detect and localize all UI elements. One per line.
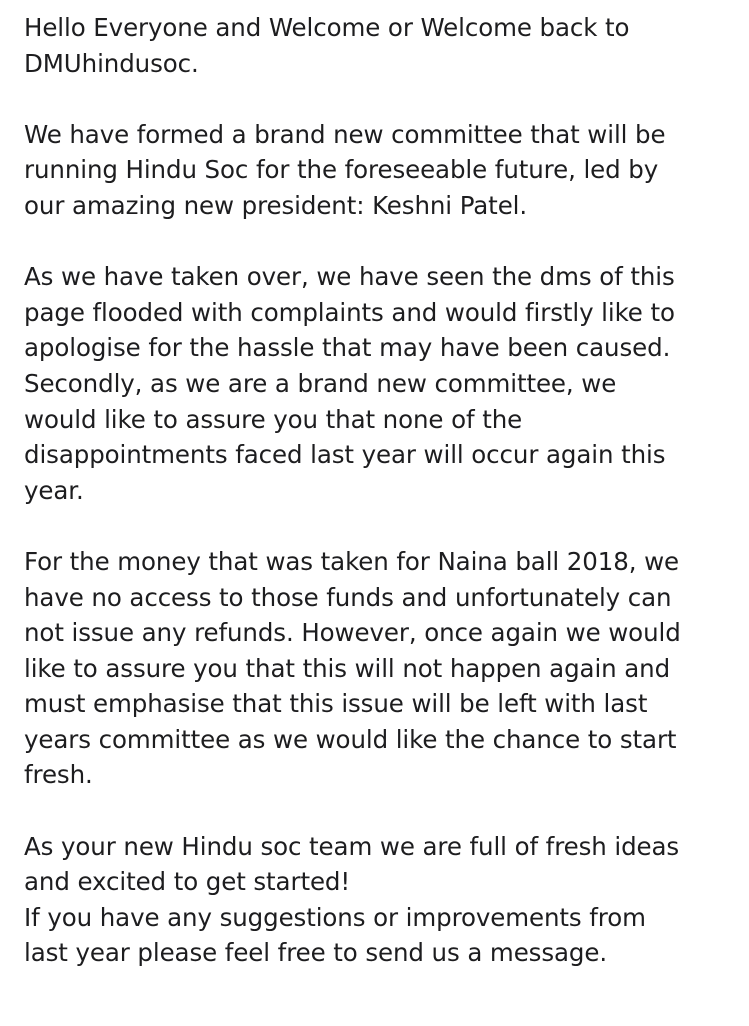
text-line: Secondly, as we are a brand new committee, we [24,368,617,398]
paragraph-refunds [24,544,739,793]
paragraph-closing [24,829,739,971]
text-line: must emphasise that this issue will be left with last [24,689,648,719]
text-line: and excited to get started! [24,867,351,897]
post-body [24,10,739,971]
text-line: year. [24,475,84,505]
text-line: would like to assure you that none of the [24,404,523,434]
text-line: disappointments faced last year will occur again this [24,440,666,470]
paragraph-apology [24,259,739,508]
text-line: have no access to those funds and unfortunately can [24,582,672,612]
text-line: DMUhindusoc. [24,48,199,78]
text-line: like to assure you that this will not happen again and [24,653,671,683]
text-line: running Hindu Soc for the foreseeable future, led by [24,155,659,185]
text-line: As your new Hindu soc team we are full of fresh ideas [24,831,680,861]
paragraph-welcome [24,10,739,81]
text-line: fresh. [24,760,93,790]
text-line: years committee as we would like the chance to start [24,724,677,754]
text-line: last year please feel free to send us a message. [24,938,608,968]
text-line: Hello Everyone and Welcome or Welcome back to [24,13,630,42]
paragraph-committee [24,117,739,224]
text-line: our amazing new president: Keshni Patel. [24,190,528,220]
text-line: If you have any suggestions or improvements from [24,902,646,932]
text-line: As we have taken over, we have seen the dms of this [24,262,675,292]
text-line: apologise for the hassle that may have been caused. [24,333,671,363]
text-line: not issue any refunds. However, once again we would [24,618,681,648]
text-line: We have formed a brand new committee that will be [24,119,666,149]
text-line: page flooded with complaints and would firstly like to [24,297,675,327]
text-line: For the money that was taken for Naina ball 2018, we [24,546,680,576]
